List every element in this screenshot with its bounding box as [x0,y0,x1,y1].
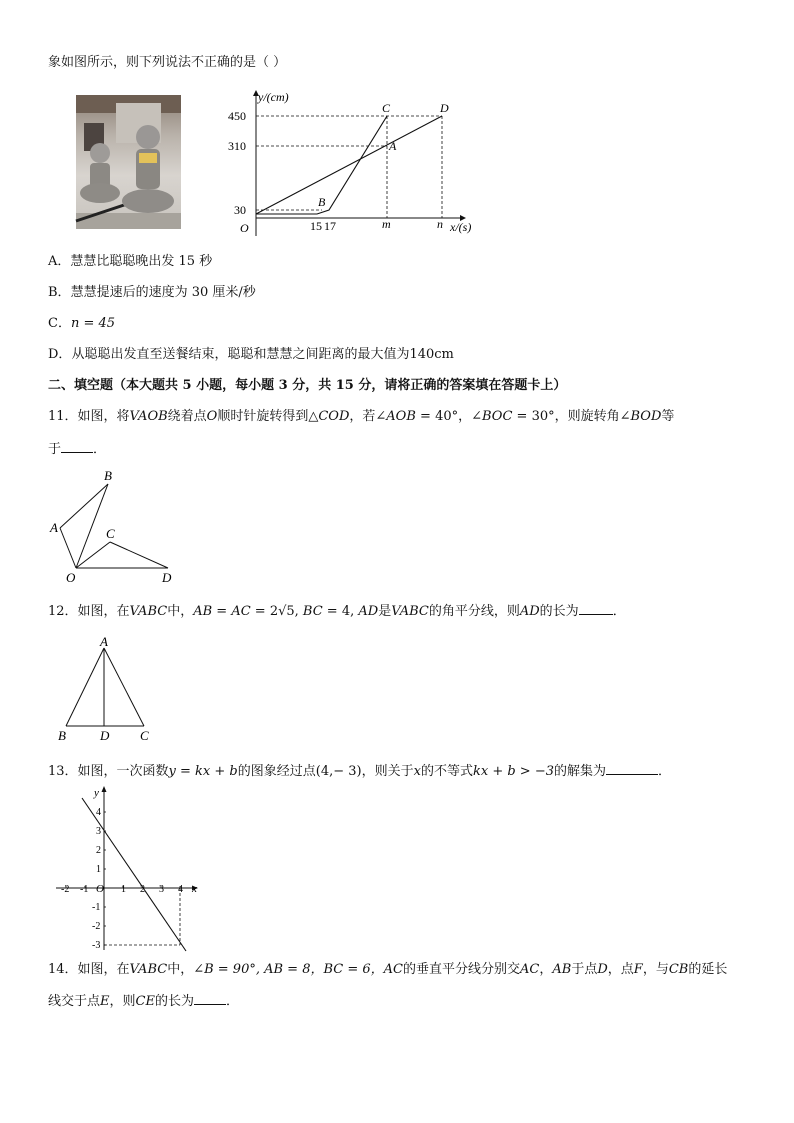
q14-stem-line2: 线交于点E，则CE的长为 ． [48,994,239,1009]
y-axis-label: y/(cm) [258,90,289,104]
q12-stem: 12．如图，在VABC中，AB = AC = 2√5, BC = 4, AD是VABC的角平分线，则AD的长为 ． [48,604,626,619]
point-B: B [318,195,326,209]
y-tick-450: 450 [228,109,246,123]
point-C: C [382,101,391,115]
x-tick-17: 17 [324,219,336,233]
q10-option-c: C．n = 45 [48,316,116,331]
x-tick-2: 2 [140,884,145,895]
y-tick-3: 3 [96,826,101,837]
y-tick-neg3: -3 [92,940,101,951]
q13-answer-blank [606,762,658,775]
x-tick-m: m [382,217,391,231]
q11-stem-line2: 于 ． [48,442,107,457]
q12-answer-blank [579,602,613,615]
point-A: A [389,139,397,153]
x-tick-neg2: -2 [61,884,70,895]
q13-linear-function-graph [52,786,212,956]
label-C: C [106,526,115,541]
q11-answer-blank [61,440,93,453]
y-tick-30: 30 [234,203,246,217]
q12-triangle-figure [56,634,166,744]
y-tick-310: 310 [228,139,246,153]
q10-option-d: D．从聪聪出发直至送餐结束，聪聪和慧慧之间距离的最大值为140cm [48,347,454,362]
x-axis-label: x/(s) [450,220,472,234]
point-D: D [440,101,449,115]
origin-label: O [240,221,249,235]
q10-option-b: B．慧慧提速后的速度为 30 厘米/秒 [48,285,256,300]
q13-stem: 13．如图，一次函数y = kx + b的图象经过点(4,− 3)，则关于x的不等式kx + b > −3的解集为 ． [48,764,672,779]
x-axis-label: x [192,883,197,895]
q10-option-a: A．慧慧比聪聪晚出发 15 秒 [48,254,213,269]
y-tick-4: 4 [96,807,101,818]
label-A: A [50,520,58,535]
x-tick-15: 15 [310,219,322,233]
x-tick-n: n [437,217,443,231]
x-tick-4: 4 [178,884,183,895]
label-C: C [140,728,149,743]
section-heading: 二、填空题（本大题共 5 小题，每小题 3 分，共 15 分，请将正确的答案填在答题卡上） [48,378,567,393]
y-tick-2: 2 [96,845,101,856]
q14-answer-blank [194,992,226,1005]
q11-stem: 11．如图，将VAOB绕着点O顺时针旋转得到△COD，若∠AOB = 40°，∠BOC = 30°，则旋转角∠BOD等 [48,409,675,424]
q10-distance-time-graph [228,88,472,238]
q10-stem: 象如图所示，则下列说法不正确的是（ ） [48,55,287,70]
label-D: D [100,728,110,743]
label-O: O [66,570,76,585]
x-tick-neg1: -1 [80,884,89,895]
y-tick-neg1: -1 [92,902,101,913]
y-tick-1: 1 [96,864,101,875]
robot-photo [76,95,181,229]
label-B: B [104,468,112,483]
q14-stem: 14．如图，在VABC中，∠B = 90°, AB = 8，BC = 6，AC的垂直平分线分别交AC，AB于点D，点F，与CB的延长 [48,962,728,977]
y-axis-label: y [94,787,99,799]
label-B: B [58,728,66,743]
x-tick-1: 1 [121,884,126,895]
x-tick-3: 3 [159,884,164,895]
origin-label: O [96,883,104,895]
label-A: A [100,634,108,649]
y-tick-neg2: -2 [92,921,101,932]
label-D: D [162,570,172,585]
q11-rotation-figure [48,466,188,586]
line-OD [256,116,442,214]
